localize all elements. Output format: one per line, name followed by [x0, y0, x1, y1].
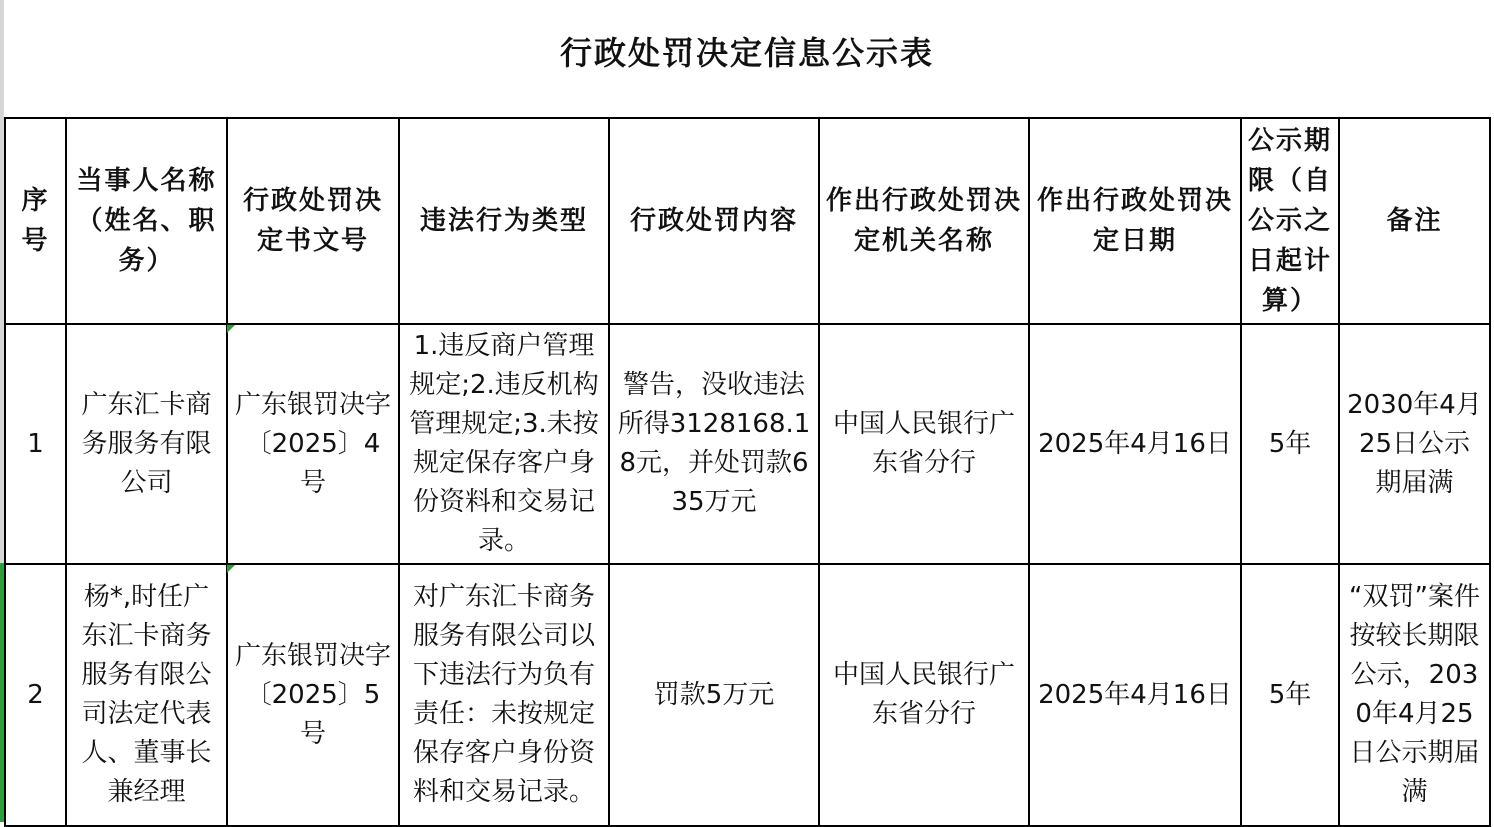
header-doc-no: 行政处罚决定书文号: [227, 118, 399, 324]
cell-comment-marker: [227, 325, 235, 333]
cell-party[interactable]: 广东汇卡商务服务有限公司: [66, 324, 227, 564]
header-content: 行政处罚内容: [609, 118, 819, 324]
cell-violation[interactable]: 对广东汇卡商务服务有限公司以下违法行为负有责任：未按规定保存客户身份资料和交易记录。: [399, 564, 609, 826]
cell-content[interactable]: 罚款5万元: [609, 564, 819, 826]
cell-authority[interactable]: 中国人民银行广东省分行: [819, 324, 1029, 564]
cell-period[interactable]: 5年: [1241, 324, 1339, 564]
cell-date[interactable]: 2025年4月16日: [1029, 324, 1241, 564]
cell-doc-no[interactable]: 广东银罚决字〔2025〕5号: [227, 564, 399, 826]
header-party: 当事人名称（姓名、职务）: [66, 118, 227, 324]
header-remark: 备注: [1339, 118, 1490, 324]
header-period: 公示期限（自公示之日起计算）: [1241, 118, 1339, 324]
cell-doc-no[interactable]: 广东银罚决字〔2025〕4号: [227, 324, 399, 564]
cell-authority[interactable]: 中国人民银行广东省分行: [819, 564, 1029, 826]
cell-period[interactable]: 5年: [1241, 564, 1339, 826]
header-authority: 作出行政处罚决定机关名称: [819, 118, 1029, 324]
header-row: [5, 118, 1490, 324]
penalty-table: [4, 117, 1491, 827]
cell-seq[interactable]: 2: [5, 564, 66, 826]
table-row: [5, 564, 1490, 826]
cell-remark[interactable]: “双罚”案件按较长期限公示，2030年4月25日公示期届满: [1339, 564, 1490, 826]
cell-party[interactable]: 杨*,时任广东汇卡商务服务有限公司法定代表人、董事长兼经理: [66, 564, 227, 826]
cell-comment-marker: [227, 565, 235, 573]
page-title: 行政处罚决定信息公示表: [559, 34, 934, 72]
cell-content[interactable]: 警告，没收违法所得3128168.18元，并处罚款635万元: [609, 324, 819, 564]
table-row: [5, 324, 1490, 564]
cell-date[interactable]: 2025年4月16日: [1029, 564, 1241, 826]
header-violation: 违法行为类型: [399, 118, 609, 324]
cell-seq[interactable]: 1: [5, 324, 66, 564]
cell-violation[interactable]: 1.违反商户管理规定;2.违反机构管理规定;3.未按规定保存客户身份资料和交易记录。: [399, 324, 609, 564]
header-seq: 序号: [5, 118, 66, 324]
header-date: 作出行政处罚决定日期: [1029, 118, 1241, 324]
cell-remark[interactable]: 2030年4月25日公示期届满: [1339, 324, 1490, 564]
